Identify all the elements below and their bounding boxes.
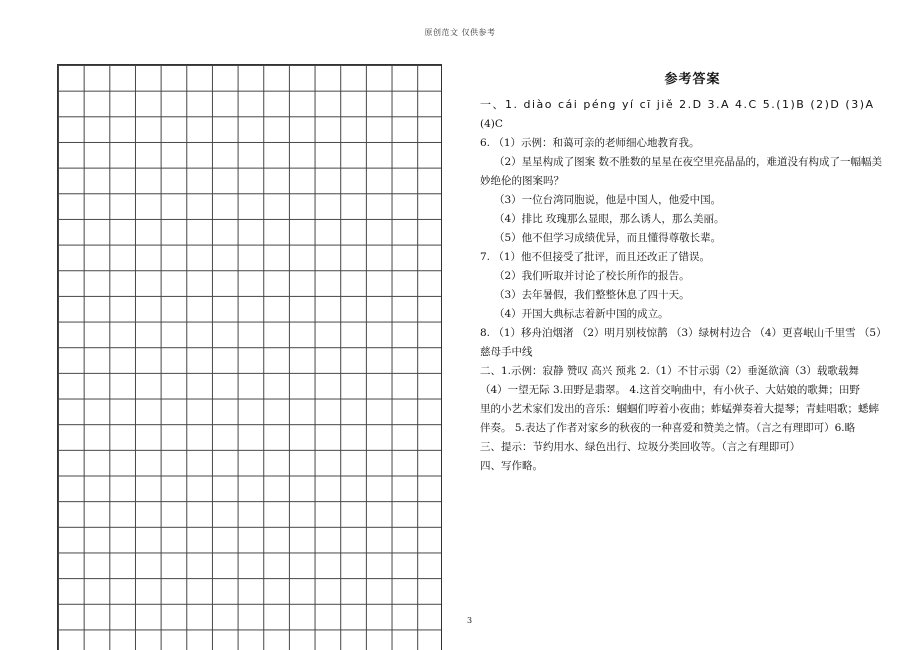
answer-line-6-3: （3）一位台湾同胞说，他是中国人，他爱中国。 (494, 194, 722, 206)
answer-line-s2b: （4）一望无际 3.田野是翡翠。 4.这首交响曲中，有小伙子、大姑娘的歌舞；田野 (480, 384, 860, 396)
answer-line-8a: 8. （1）移舟泊烟渚 （2）明月别枝惊鹊 （3）绿树村边合 （4）更喜岷山千里雪 （5） (480, 327, 887, 339)
answer-line-6: 6. （1）示例：和蔼可亲的老师细心地教育我。 (480, 137, 700, 149)
page-number: 3 (467, 616, 473, 625)
answer-line-6-4: （4）排比 玫瑰那么显眼，那么诱人，那么美丽。 (494, 213, 725, 225)
answer-line-1a: 一、1. diào cái péng yí cī jiě 2.D 3.A 4.C 5.(1)B (2)D (3)A (480, 98, 875, 111)
answer-line-8b: 慈母手中线 (480, 346, 533, 358)
page-header: 原创范文 仅供参考 (424, 28, 496, 37)
answer-line-7: 7. （1）他不但接受了批评，而且还改正了错误。 (480, 251, 711, 263)
answer-title: 参考答案 (664, 72, 721, 87)
answer-line-1b: (4)C (480, 118, 503, 130)
answer-line-7-4: （4）开国大典标志着新中国的成立。 (494, 308, 669, 320)
writing-grid (57, 64, 442, 650)
answer-line-6-5: （5）他不但学习成绩优异，而且懂得尊敬长辈。 (494, 232, 722, 244)
answer-line-s2c: 里的小艺术家们发出的音乐：蝈蝈们哼着小夜曲；蚱蜢弹奏着大提琴；青蛙唱歌；蟋蟀 (480, 403, 879, 415)
answer-line-s2a: 二、1.示例：寂静 赞叹 高兴 预兆 2.（1）不甘示弱（2）垂涎欲滴（3）载歌载舞 (480, 365, 859, 377)
answer-line-7-3: （3）去年暑假，我们整整休息了四十天。 (494, 289, 690, 301)
answer-line-7-2: （2）我们听取并讨论了校长所作的报告。 (494, 270, 690, 282)
answer-line-6-2b: 妙绝伦的图案吗？ (480, 175, 564, 187)
answer-section (480, 70, 905, 476)
answer-line-s2d: 伴奏。 5.表达了作者对家乡的秋夜的一种喜爱和赞美之情。（言之有理即可）6.略 (480, 422, 856, 434)
answer-line-6-2a: （2）星星构成了图案 数不胜数的星星在夜空里亮晶晶的，难道没有构成了一幅幅美 (494, 156, 883, 168)
answer-line-s3: 三、提示：节约用水、绿色出行、垃圾分类回收等。（言之有理即可） (480, 441, 801, 453)
answer-line-s4: 四、写作略。 (480, 460, 543, 472)
